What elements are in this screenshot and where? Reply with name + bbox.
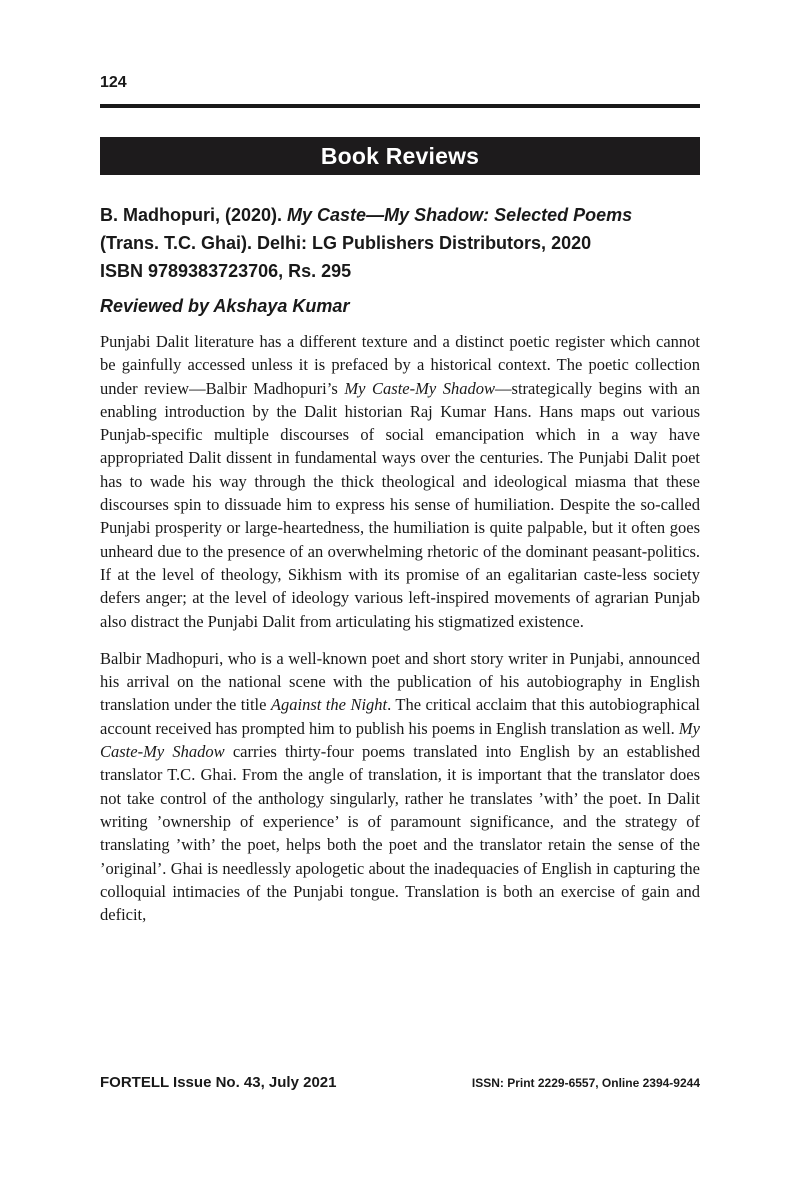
review-paragraph-1: Punjabi Dalit literature has a different texture and a distinct poetic register which cannot be gainfully accessed unless it is prefaced by a historical context. The poetic collection under review—Balbir Madhopuri’s My Caste-My Shadow—strategically begins with an enabling introduction by the Dalit historian Raj Kumar Hans. Hans maps out various Punjab-specific multiple discourses of social emancipation which in a way have appropriated Dalit dissent in fundamental ways over the centuries. The Punjabi Dalit poet has to wade his way through the thick theological and ideological miasma that these discourses spin to dissuade him to express his sense of humiliation. Despite the so-called Punjabi prosperity or large-heartedness, the humiliation is quite palpable, but it often goes unheard due to the presence of an overwhelming rhetoric of the dominant peasant-politics. If at the level of theology, Sikhism with its promise of an egalitarian caste-less society defers anger; at the level of ideology various left-inspired movements of agrarian Punjab also distract the Punjabi Dalit from articulating his stigmatized existence. (100, 332, 700, 631)
book-citation: B. Madhopuri, (2020). My Caste—My Shadow: Selected Poems (Trans. T.C. Ghai). Delhi: LG Publishers Distributors, 2020 ISBN 9789383723706, Rs. 295 (100, 205, 633, 281)
page-content (100, 0, 700, 926)
page-number: 124 (100, 74, 127, 91)
section-title: Book Reviews (320, 142, 480, 169)
section-banner (100, 137, 700, 175)
page-footer (100, 1074, 700, 1091)
reviewer-byline: Reviewed by Akshaya Kumar (100, 296, 350, 316)
header-rule (100, 104, 700, 108)
issn-info: ISSN: Print 2229-6557, Online 2394-9244 (471, 1076, 700, 1090)
review-paragraph-2: Balbir Madhopuri, who is a well-known poet and short story writer in Punjabi, announced his arrival on the national scene with the publication of his autobiography in English translation under the title Against the Night. The critical acclaim that this autobiographical account received has prompted him to publish his poems in English translation as well. My Caste-My Shadow carries thirty-four poems translated into English by an established translator T.C. Ghai. From the angle of translation, it is important that the translator does not take control of the anthology singularly, rather he translates ’with’ the poet. In Dalit writing ’ownership of experience’ is of paramount significance, and the strategy of translating ’with’ the poet, helps both the poet and the translator retain the sense of the ’original’. Ghai is needlessly apologetic about the inadequacies of English in capturing the colloquial intimacies of the Punjabi tongue. Translation is both an exercise of gain and deficit, (100, 648, 700, 925)
journal-issue-info: FORTELL Issue No. 43, July 2021 (100, 1074, 337, 1091)
